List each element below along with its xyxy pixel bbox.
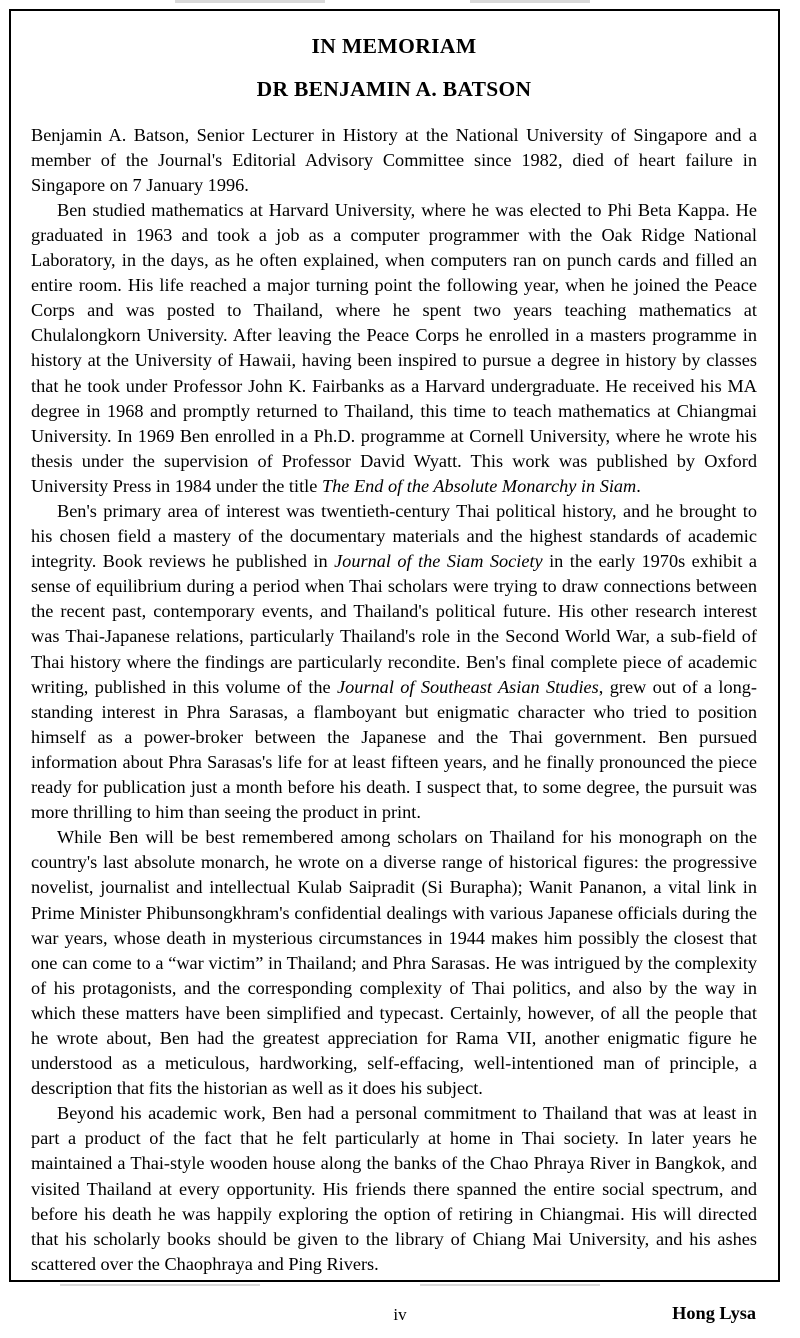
text-run: Ben's primary area of interest was twentieth-century Thai political history, and he brought to his chosen field a mastery of the documentary materials and the highest standards of academic integrity. Book reviews he published in [31,501,757,572]
page-number: iv [393,1305,407,1324]
scan-artifact-top-right [470,0,590,3]
paragraph-personal [31,1101,757,1277]
text-run: Beyond his academic work, Ben had a personal commitment to Thailand that was at least in part a product of the fact that he felt particularly at home in Thai society. In later years he maintained a Thai-style wooden house along the banks of the Chao Phraya River in Bangkok, and visited Thailand at every opportunity. His friends there spanned the entire social spectrum, and before his death he was happily exploring the option of retiring in Chiangmai. His will directed that his scholarly books should be given to the library of Chiang Mai University, and his ashes scattered over the Chaophraya and Ping Rivers. [31,1103,757,1274]
page-subtitle: DR BENJAMIN A. BATSON [256,76,532,101]
paragraph-education [31,198,757,499]
scan-artifact-top-left [175,0,325,3]
text-run: Ben studied mathematics at Harvard University, where he was elected to Phi Beta Kappa. He graduated in 1963 and took a job as a computer programmer with the Oak Ridge National Laboratory, in the days, as he often explained, when computers ran on punch cards and filled an entire room. His life reached a major turning point the following year, when he joined the Peace Corps and was posted to Thailand, where he spent two years teaching mathematics at Chulalongkorn University. After leaving the Peace Corps he enrolled in a masters programme in history at the University of Hawaii, having been inspired to pursue a degree in history by classes that he took under Professor John K. Fairbanks as a Harvard undergraduate. He received his MA degree in 1968 and promptly returned to Thailand, this time to teach mathematics at Chiangmai University. In 1969 Ben enrolled in a Ph.D. programme at Cornell University, where he wrote his thesis under the supervision of Professor David Wyatt. This work was published by Oxford University Press in 1984 under the title [31,199,757,496]
text-run: While Ben will be best remembered among scholars on Thailand for his monograph on the country's last absolute monarch, he wrote on a diverse range of historical figures: the progressive novelist, journalist and intellectual Kulab Saipradit (Si Burapha); Wanit Pananon, a vital link in Prime Minister Phibunsongkhram's confidential dealings with various Japanese officials during the war years, whose death in mysterious circumstances in 1944 makes him possibly the closest that one can come to a “war victim” in Thailand; and Phra Sarasas. He was intrigued by the complexity of his protagonists, and the corresponding complexity of Thai politics, and also by the way in which these matters have been simplified and typecast. Certainly, however, of all the people that he wrote about, Ben had the greatest appreciation for Rama VII, another enigmatic figure he understood as a meticulous, hardworking, self-effacing, well-intentioned man of principle, a description that fits the historian as well as it does his subject. [31,827,757,1099]
book-title-italic: The End of the Absolute Monarchy in Siam [321,475,637,496]
text-run: Benjamin A. Batson, Senior Lecturer in History at the National University of Singapore and a member of the Journal's Editorial Advisory Committee since 1982, died of heart failure in Singapore on 7 January 1996. [31,124,757,195]
obituary-frame [9,9,780,1323]
journal-title-italic: Journal of Southeast Asian Studies [337,676,599,697]
page-title: IN MEMORIAM [311,34,477,58]
author-signature: Hong Lysa [672,1302,756,1323]
text-run: , grew out of a long-standing interest in Phra Sarasas, a flamboyant but enigmatic character who tried to position himself as a power-broker between the Japanese and the Thai government. Ben pursued information about Phra Sarasas's life for at least fifteen years, and he finally pronounced the piece ready for publication just a month before his death. I suspect that, to some degree, the pursuit was more thrilling to him than seeing the product in print. [31,676,757,823]
text-run: in the early 1970s exhibit a sense of equilibrium during a period when Thai scholars were trying to draw connections between the recent past, contemporary events, and Thailand's political future. His other research interest was Thai-Japanese relations, particularly Thailand's role in the Second World War, a sub-field of Thai history where the findings are particularly recondite. Ben's final complete piece of academic writing, published in this volume of the [31,551,757,697]
text-run: . [636,475,641,496]
paragraph-subjects [31,825,757,1101]
paragraph-research [31,499,757,825]
paragraph-intro [31,123,757,198]
obituary-content [31,25,757,1326]
obituary-body [31,123,757,1326]
journal-title-italic: Journal of the Siam Society [334,551,543,572]
